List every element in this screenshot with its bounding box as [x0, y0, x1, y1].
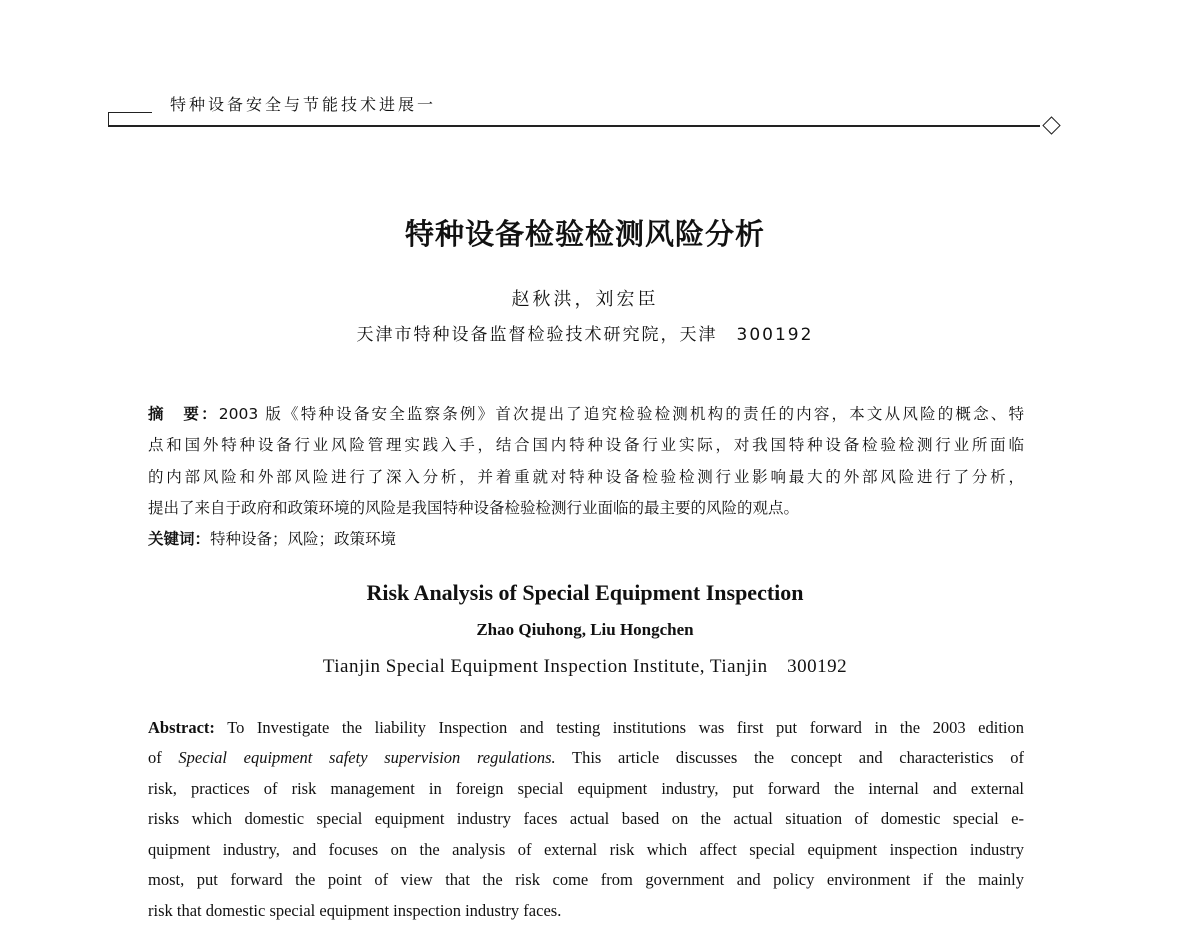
authors-cn: 赵秋洪，刘宏臣: [511, 289, 659, 310]
abstract-en-line: [148, 748, 1024, 779]
abstract-cn-line: 点和国外特种设备行业风险管理实践入手，结合国内特种设备行业实际，对我国特种设备检验检测行业所面临: [148, 436, 1024, 454]
keywords-cn: [148, 527, 1024, 558]
header-rule-vertical: [108, 112, 109, 126]
abstract-en-line: [148, 718, 1024, 749]
running-header: 特种设备安全与节能技术进展一: [170, 95, 437, 114]
keywords-cn-value: 特种设备；风险；政策环境: [210, 530, 397, 548]
abstract-en-line: risks which domestic special equipment industry faces actual based on the actual situation of domestic special e-: [148, 809, 1024, 828]
abstract-cn-line: [148, 402, 1024, 433]
abstract-cn-line: 的内部风险和外部风险进行了深入分析，并着重就对特种设备检验检测行业影响最大的外部风险进行了分析，: [148, 468, 1024, 486]
authors-en: Zhao Qiuhong, Liu Hongchen: [476, 620, 694, 639]
regulation-title: Special equipment safety supervision regulations.: [178, 748, 556, 767]
abstract-en-line: risk that domestic special equipment inspection industry faces.: [148, 901, 562, 920]
abstract-cn-label: 摘 要：: [148, 405, 219, 423]
abstract-cn-text: 2003 版《特种设备安全监察条例》首次提出了追究检验检测机构的责任的内容，本文从风险的概念、特: [218, 405, 1024, 423]
abstract-en-line: most, put forward the point of view that the risk come from government and policy environment if the mainly: [148, 870, 1024, 889]
abstract-cn-line: 提出了来自于政府和政策环境的风险是我国特种设备检验检测行业面临的最主要的风险的观点。: [148, 499, 800, 517]
abstract-en-text: This article discusses the concept and characteristics of: [572, 748, 1025, 767]
title-en: Risk Analysis of Special Equipment Inspection: [366, 580, 804, 605]
affiliation-en: Tianjin Special Equipment Inspection Institute, Tianjin 300192: [322, 656, 848, 677]
abstract-en-line: risk, practices of risk management in foreign special equipment industry, put forward the internal and external: [148, 779, 1024, 798]
header-rule: [108, 125, 1040, 127]
keywords-cn-label: 关键词：: [148, 530, 211, 548]
abstract-en-label: Abstract:: [148, 718, 215, 737]
abstract-en-text: of: [148, 748, 162, 767]
abstract-en-text: To Investigate the liability Inspection and testing institutions was first put forward in the 2003 edition: [227, 718, 1025, 737]
diamond-icon: [1042, 116, 1060, 134]
abstract-en-line: quipment industry, and focuses on the analysis of external risk which affect special equipment inspection industry: [148, 840, 1024, 859]
header-rule-tick: [108, 112, 152, 113]
affiliation-cn: 天津市特种设备监督检验技术研究院，天津 300192: [356, 325, 814, 345]
title-cn: 特种设备检验检测风险分析: [404, 217, 765, 251]
